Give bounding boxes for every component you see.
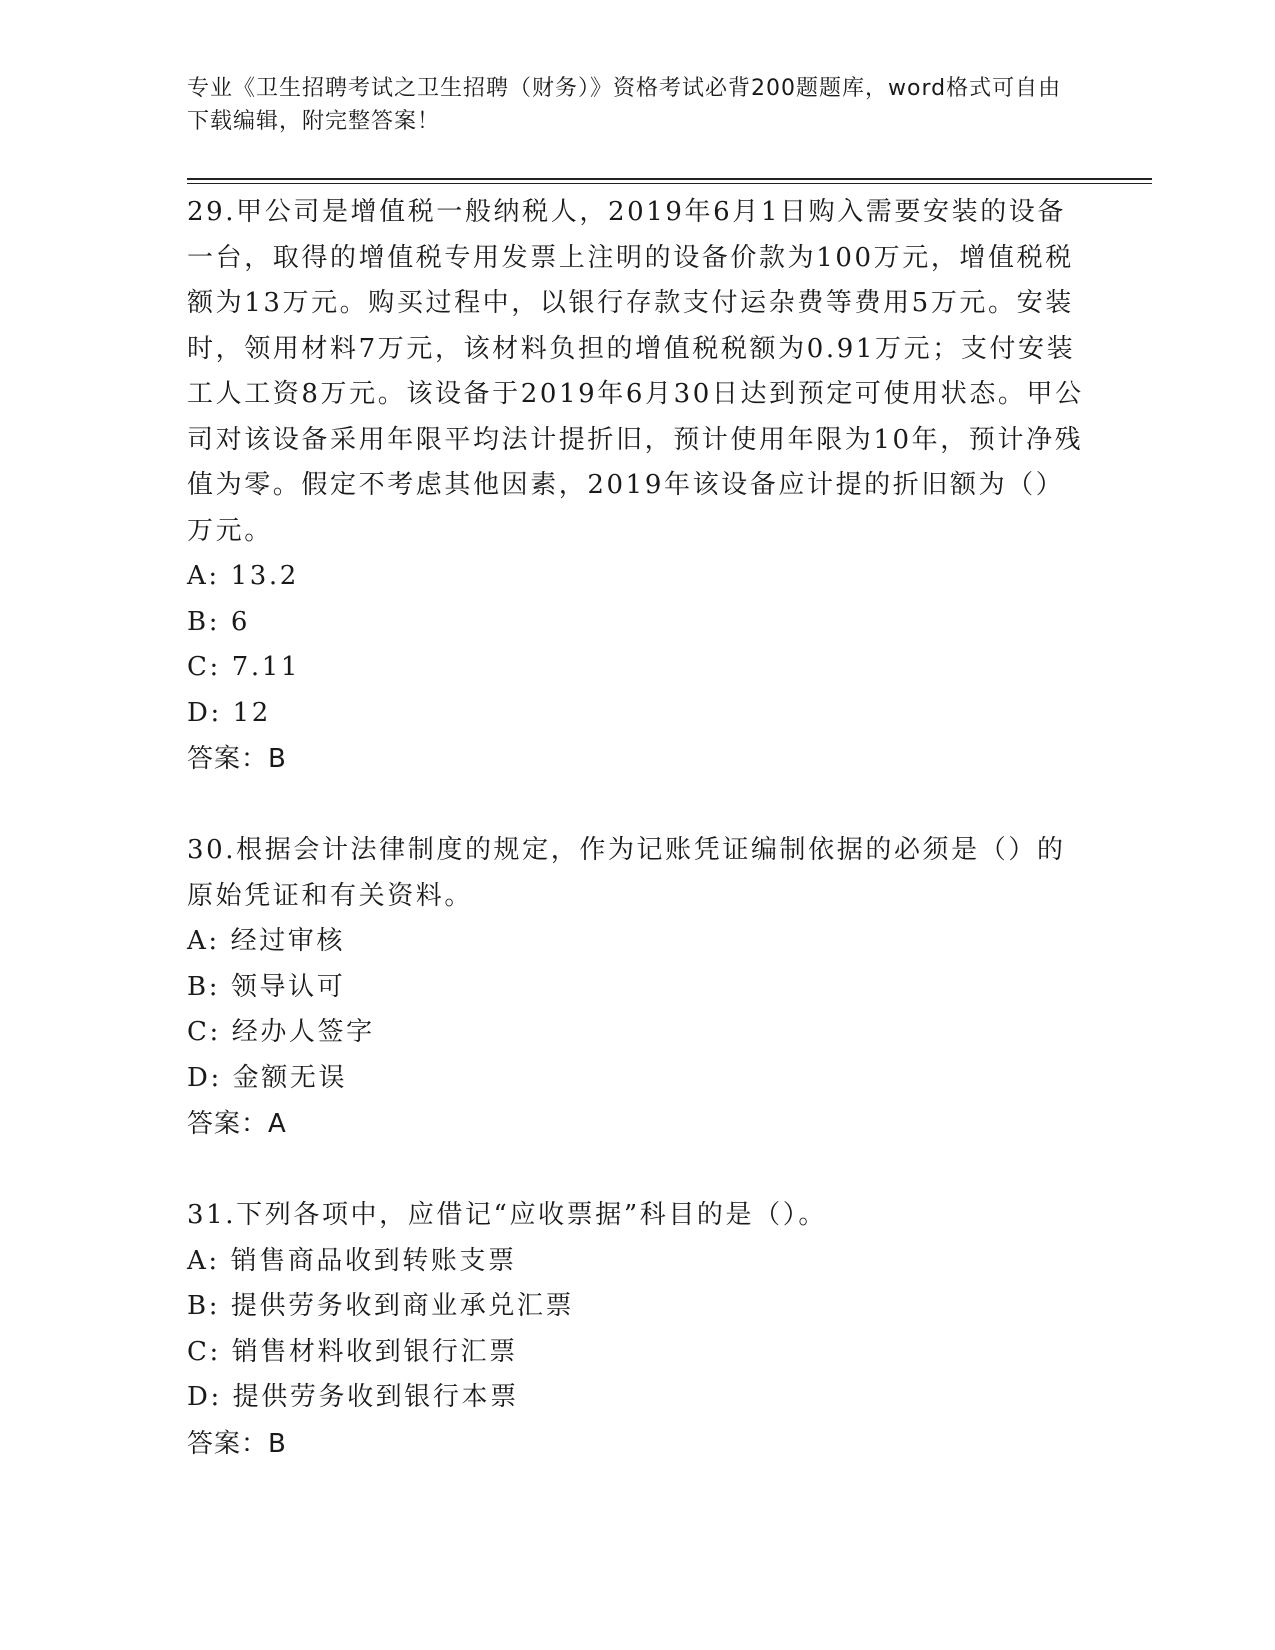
option-b: B: 6 [187, 606, 251, 637]
option-d: D: 提供劳务收到银行本票 [187, 1382, 519, 1412]
header-divider-thin [187, 183, 1152, 184]
option-c: C: 7.11 [187, 652, 301, 682]
option-a: A: 销售商品收到转账支票 [187, 1245, 517, 1276]
question-29 [187, 190, 1087, 782]
option-d: D: 金额无误 [187, 1062, 348, 1093]
option-b: B: 领导认可 [187, 971, 346, 1002]
option-d: D: 12 [187, 697, 271, 728]
question-stem: 31.下列各项中，应借记“应收票据”科目的是（）。 [187, 1200, 827, 1230]
header-divider-thick [187, 178, 1152, 180]
question-30 [187, 828, 1087, 1147]
option-a: A: 经过审核 [187, 926, 346, 956]
answer-label: 答案：A [187, 1109, 287, 1139]
answer-label: 答案：B [187, 744, 287, 774]
question-list [187, 190, 1087, 1467]
question-stem: 29.甲公司是增值税一般纳税人，2019年6月1日购入需要安装的设备一台，取得的增值税专用发票上注明的设备价款为100万元，增值税税额为13万元。购买过程中，以银行存款支付运杂费等费用5万元。安装时，领用材料7万元，该材料负担的增值税税额为0.91万元；支付安装工人工资8万元。该设备于2019年6月30日达到预定可使用状态。甲公司对该设备采用年限平均法计提折旧，预计使用年限为10年，预计净残值为零。假定不考虑其他因素，2019年该设备应计提的折旧额为（）万元。 [187, 197, 1084, 546]
question-spacer [187, 1147, 1087, 1193]
option-b: B: 提供劳务收到商业承兑汇票 [187, 1291, 575, 1321]
document-header: 专业《卫生招聘考试之卫生招聘（财务）》资格考试必背200题题库，word格式可自由下载编辑，附完整答案！ [187, 76, 1062, 134]
option-a: A: 13.2 [187, 561, 299, 591]
option-c: C: 销售材料收到银行汇票 [187, 1336, 518, 1367]
answer-label: 答案：B [187, 1428, 287, 1459]
option-c: C: 经办人签字 [187, 1017, 375, 1047]
question-stem: 30.根据会计法律制度的规定，作为记账凭证编制依据的必须是（）的原始凭证和有关资料。 [187, 835, 1066, 911]
question-31 [187, 1193, 1087, 1467]
question-spacer [187, 782, 1087, 828]
